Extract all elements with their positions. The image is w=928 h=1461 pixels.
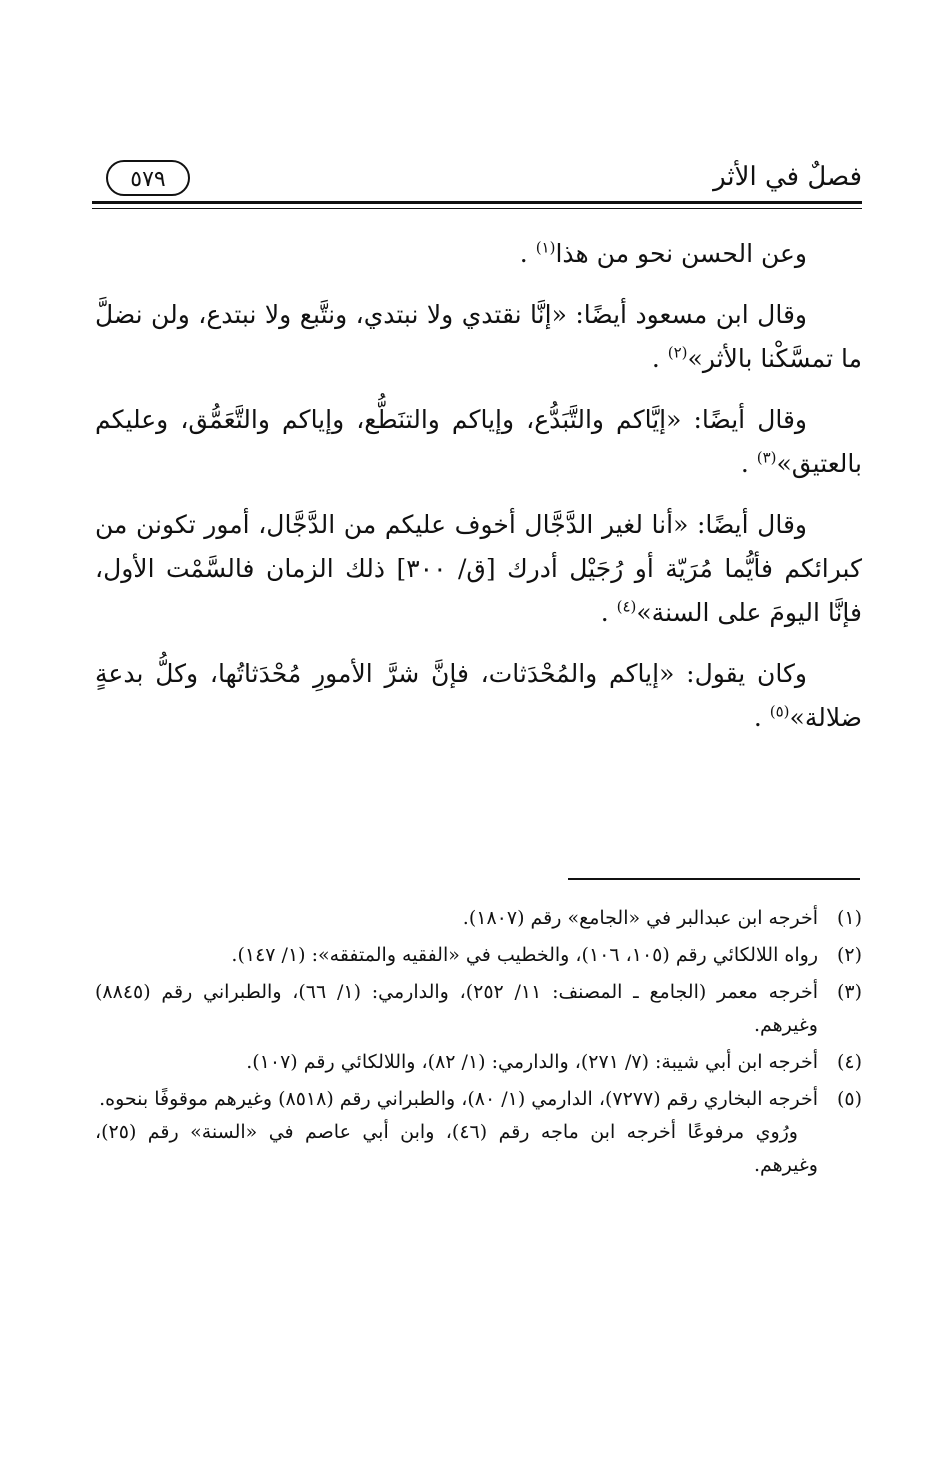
footnote-line: أخرجه معمر (الجامع ـ المصنف: ١١/ ٢٥٢)، والدارمي: (١/ ٦٦)، والطبراني رقم (٨٨٤٥) وغيرهم. xyxy=(95,981,819,1036)
footnote xyxy=(95,1083,862,1182)
paragraph xyxy=(95,503,862,635)
paragraph-text: وعن الحسن نحو من هذا xyxy=(555,239,807,268)
paragraph-end: . xyxy=(651,344,668,373)
paragraph-text: وقال أيضًا: «أنا لغير الدَّجَّال أخوف عليكم من الدَّجَّال، أمور تكونن من كبرائكم فأيُّما مُرَيّة أو رُجَيْل أدرك [ق/ ٣٠٠] ذلك الزمان فالسَّمْت الأول، فإنَّا اليومَ على السنة» xyxy=(95,510,862,627)
footnote-text xyxy=(95,976,818,1042)
footnote-ref: (٢) xyxy=(667,343,688,362)
footnote xyxy=(95,976,862,1042)
paragraph-end: . xyxy=(740,449,757,478)
footnote-text xyxy=(95,1046,818,1079)
footnote-number: (٤) xyxy=(836,1051,862,1073)
paragraph-end: . xyxy=(600,598,617,627)
chapter-title: فصلٌ في الأثر xyxy=(713,162,862,192)
footnote-number: (٥) xyxy=(836,1088,862,1110)
paragraph-text: وقال أيضًا: «إيَّاكم والتَّبَدُّع، وإياكم والتنَطُّع، وإياكم والتَّعَمُّق، وعليكم بالعتيق» xyxy=(95,405,862,478)
footnote-separator xyxy=(568,878,860,880)
paragraph xyxy=(95,232,862,276)
footnote-ref: (٣) xyxy=(756,448,777,467)
footnote-line: رواه اللالكائي رقم (١٠٥، ١٠٦)، والخطيب في «الفقيه والمتفقه»: (١/ ١٤٧). xyxy=(231,944,818,966)
footnote xyxy=(95,939,862,972)
footnote-line: أخرجه ابن أبي شيبة: (٧/ ٢٧١)، والدارمي: (١/ ٨٢)، واللالكائي رقم (١٠٧). xyxy=(246,1051,818,1073)
header-rule xyxy=(92,201,862,204)
paragraph xyxy=(95,293,862,381)
paragraph xyxy=(95,398,862,486)
footnote-line: أخرجه ابن عبدالبر في «الجامع» رقم (١٨٠٧). xyxy=(462,907,818,929)
footnote-ref: (١) xyxy=(535,238,556,257)
footnote-text xyxy=(95,939,818,972)
footnote-number: (٣) xyxy=(836,981,862,1003)
footnote xyxy=(95,902,862,935)
footnote xyxy=(95,1046,862,1079)
paragraph-text: وكان يقول: «إياكم والمُحْدَثات، فإنَّ شرَّ الأمورِ مُحْدَثاتُها، وكلُّ بدعةٍ ضلالة» xyxy=(95,659,862,732)
page-number: ٥٧٩ xyxy=(106,160,190,196)
footnote-ref: (٤) xyxy=(616,597,637,616)
footnote-text xyxy=(95,902,818,935)
paragraph-end: . xyxy=(519,239,536,268)
footnote-text xyxy=(95,1083,818,1182)
footnote-number: (٢) xyxy=(836,944,862,966)
header-rule-thin xyxy=(92,208,862,209)
paragraph-text: وقال ابن مسعود أيضًا: «إنَّا نقتدي ولا نبتدي، ونتَّبع ولا نبتدع، ولن نضلَّ ما تمسَّكْنا بالأثر» xyxy=(95,300,862,373)
footnote-ref: (٥) xyxy=(769,702,790,721)
main-text xyxy=(95,232,862,757)
paragraph-end: . xyxy=(753,703,770,732)
footnote-line: أخرجه البخاري رقم (٧٢٧٧)، الدارمي (١/ ٨٠)، والطبراني رقم (٨٥١٨) وغيرهم موقوفًا بنحوه. xyxy=(99,1088,818,1110)
footnote-number: (١) xyxy=(836,907,862,929)
paragraph xyxy=(95,652,862,740)
footnote-line: ورُوي مرفوعًا أخرجه ابن ماجه رقم (٤٦)، وابن أبي عاصم في «السنة» رقم (٢٥)، وغيرهم. xyxy=(95,1121,818,1176)
footnotes xyxy=(95,902,862,1186)
